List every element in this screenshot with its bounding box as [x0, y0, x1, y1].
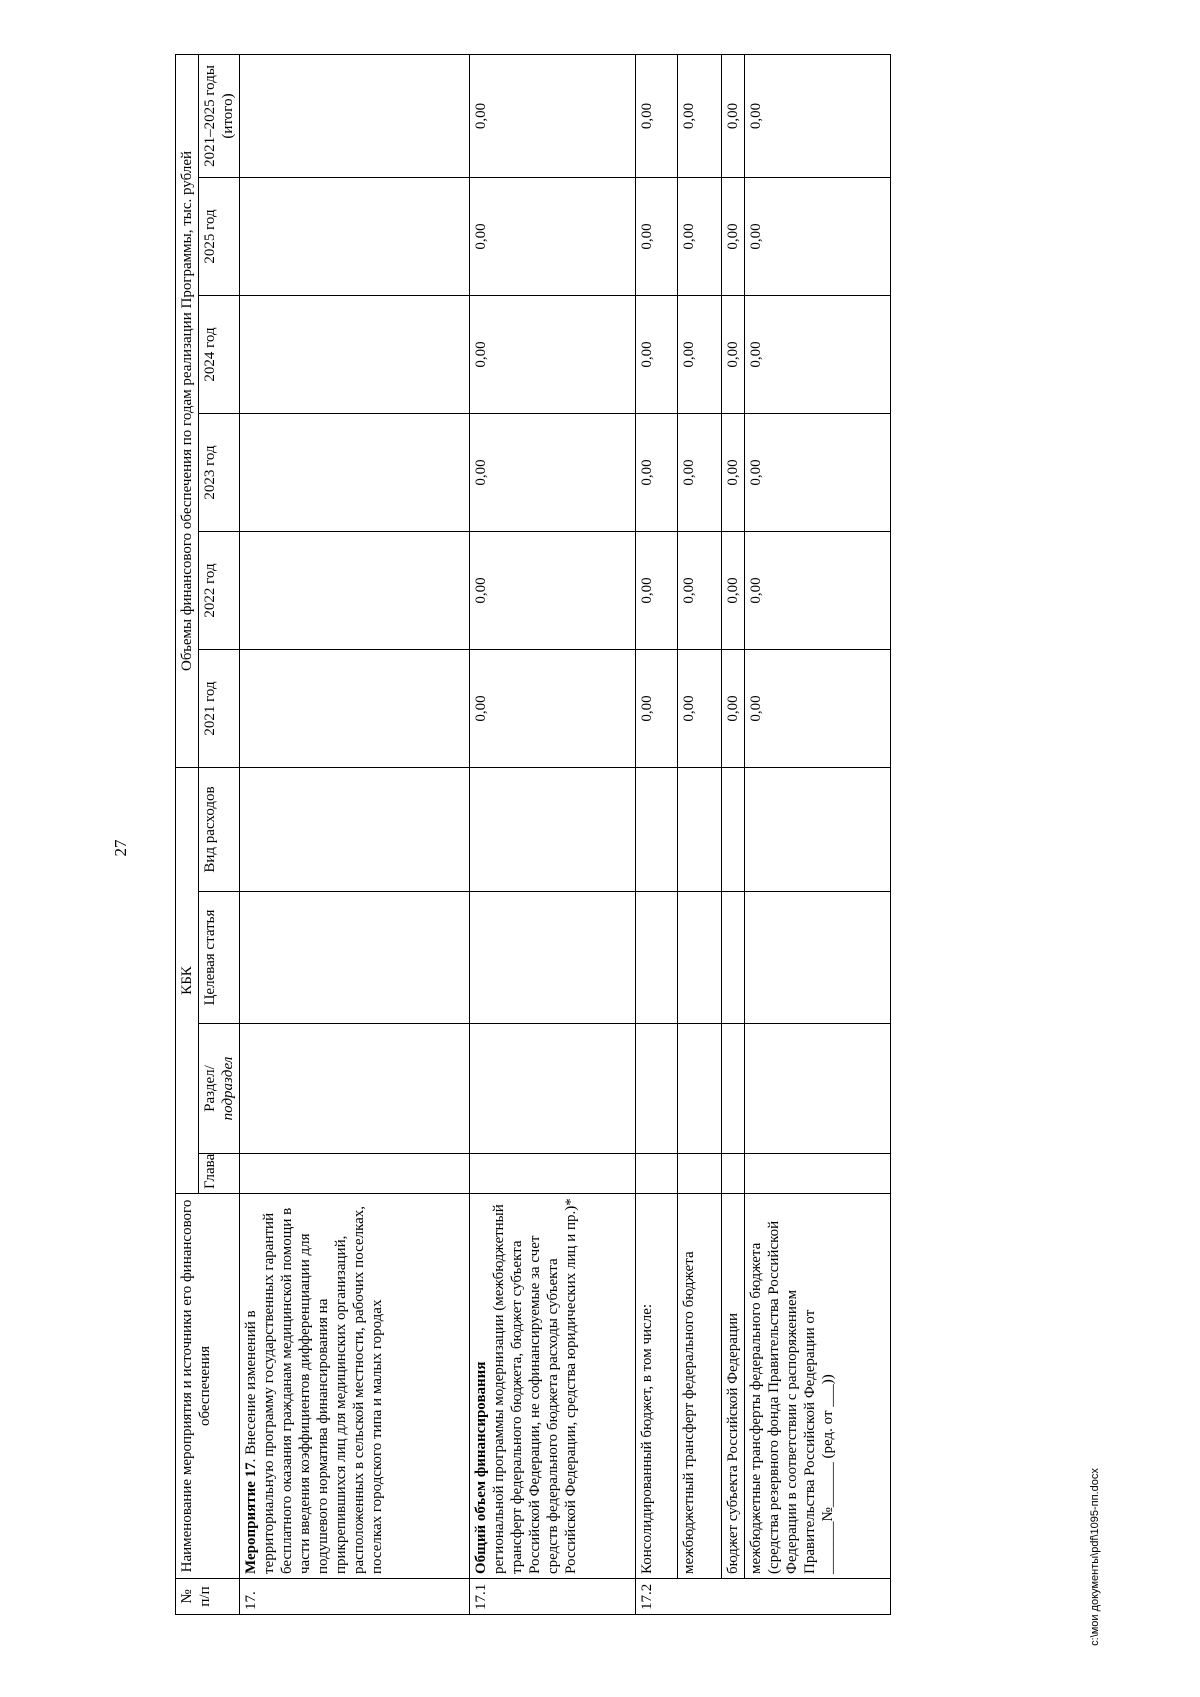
row-17-2-a-2024: 0,00: [678, 296, 722, 414]
row-17-2-b-name: бюджет субъекта Российской Федерации: [722, 1194, 745, 1579]
row-17-2-c-razdel: [745, 1024, 891, 1154]
row-17-2-b-num: [722, 1579, 745, 1615]
row-17-2-a-vid: [678, 768, 722, 892]
row-17-2-a-name: межбюджетный трансферт федерального бюджета: [678, 1194, 722, 1579]
row-17-2024: [240, 296, 470, 414]
row-17-1-razdel: [470, 1024, 636, 1154]
row-17-1-2023: 0,00: [470, 414, 636, 532]
row-17-2-a-celevaya: [678, 892, 722, 1024]
row-17-2-a-2022: 0,00: [678, 532, 722, 650]
row-17-2-b-razdel: [722, 1024, 745, 1154]
row-17-1-name-text: региональной программы модернизации (межбюджетный трансферт федерального бюджета, бюджет субъекта Российской Федерации, не софинансируемые за счет средств федерального бюджета расходы субъекта Российской Федерации, средства юридических лиц и пр.)*: [491, 1198, 579, 1574]
row-17-2-2024: 0,00: [636, 296, 678, 414]
row-17-2-vid: [636, 768, 678, 892]
row-17-2-2021: 0,00: [636, 650, 678, 768]
row-17-1-name: [470, 1194, 636, 1579]
row-17-2-a-2021: 0,00: [678, 650, 722, 768]
row-17-2-c-2023: 0,00: [745, 414, 891, 532]
header-razdel: [199, 1024, 240, 1154]
row-17-2021: [240, 650, 470, 768]
row-17-2-b-2025: 0,00: [722, 178, 745, 296]
header-volumes: Объемы финансового обеспечения по годам реализации Программы, тыс. рублей: [176, 54, 199, 767]
row-17-razdel: [240, 1024, 470, 1154]
table-row-17: [240, 54, 470, 1614]
header-name: Наименование мероприятия и источники его финансового обеспечения: [176, 1194, 240, 1579]
header-2023: 2023 год: [199, 414, 240, 532]
header-2022: 2022 год: [199, 532, 240, 650]
row-17-2-b-2023: 0,00: [722, 414, 745, 532]
row-17-2023: [240, 414, 470, 532]
row-17-2-b-celevaya: [722, 892, 745, 1024]
row-17-2-celevaya: [636, 892, 678, 1024]
row-17-2-b-total: 0,00: [722, 54, 745, 177]
row-17-num: 17.: [240, 1579, 470, 1615]
row-17-2-a-num: [678, 1579, 722, 1615]
header-razdel-label: Раздел/: [202, 1065, 218, 1112]
row-17-2022: [240, 532, 470, 650]
row-17-2-b-glava: [722, 1154, 745, 1194]
row-17-total: [240, 54, 470, 177]
row-17-1-2025: 0,00: [470, 178, 636, 296]
row-17-2-c-2025: 0,00: [745, 178, 891, 296]
header-celevaya: Целевая статья: [199, 892, 240, 1024]
header-2025: 2025 год: [199, 178, 240, 296]
row-17-1-vid: [470, 768, 636, 892]
table-row-17-2: [636, 54, 678, 1614]
row-17-2-c-celevaya: [745, 892, 891, 1024]
row-17-2025: [240, 178, 470, 296]
row-17-2-total: 0,00: [636, 54, 678, 177]
row-17-2-c-glava: [745, 1154, 891, 1194]
row-17-2-a-glava: [678, 1154, 722, 1194]
row-17-2-c-2024: 0,00: [745, 296, 891, 414]
row-17-2-razdel: [636, 1024, 678, 1154]
row-17-glava: [240, 1154, 470, 1194]
row-17-2-c-2022: 0,00: [745, 532, 891, 650]
rotated-table-container: [175, 55, 1030, 1615]
row-17-2-c-vid: [745, 768, 891, 892]
row-17-name-text: . Внесение изменений в территориальную программу государственных гарантий бесплатного оказания гражданам медицинской помощи в части введения коэффициентов дифференциации для подушевого норматива финансирования на прикрепившихся лиц для медицинских организаций, расположенных в сельской местности, рабочих поселках, поселках городского типа и малых городах: [243, 1205, 385, 1574]
header-num: № п/п: [176, 1579, 240, 1615]
row-17-name-bold: Мероприятие 17: [243, 1462, 259, 1574]
row-17-2-c-2021: 0,00: [745, 650, 891, 768]
header-glava: Глава: [199, 1154, 240, 1194]
row-17-2-b-vid: [722, 768, 745, 892]
row-17-1-name-bold: Общий объем финансирования: [473, 1361, 489, 1574]
row-17-2-2025: 0,00: [636, 178, 678, 296]
row-17-2-b-2021: 0,00: [722, 650, 745, 768]
row-17-1-celevaya: [470, 892, 636, 1024]
row-17-2-b-2022: 0,00: [722, 532, 745, 650]
row-17-2-a-2025: 0,00: [678, 178, 722, 296]
row-17-1-total: 0,00: [470, 54, 636, 177]
row-17-1-2022: 0,00: [470, 532, 636, 650]
header-total: 2021–2025 годы (итого): [199, 54, 240, 177]
row-17-2-2023: 0,00: [636, 414, 678, 532]
row-17-2-glava: [636, 1154, 678, 1194]
header-2024: 2024 год: [199, 296, 240, 414]
program-financing-table: [175, 54, 891, 1615]
row-17-vid: [240, 768, 470, 892]
row-17-2-a-2023: 0,00: [678, 414, 722, 532]
row-17-1-glava: [470, 1154, 636, 1194]
row-17-1-2021: 0,00: [470, 650, 636, 768]
table-row-17-1: [470, 54, 636, 1614]
row-17-2-c-num: [745, 1579, 891, 1615]
header-podrazdel-label: подраздел: [220, 1056, 236, 1121]
row-17-2-c-total: 0,00: [745, 54, 891, 177]
row-17-2-name: Консолидированный бюджет, в том числе:: [636, 1194, 678, 1579]
footer-file-path: c:\мои документы\pdf\1095-пп.docx: [1089, 1468, 1101, 1646]
row-17-2-num: 17.2: [636, 1579, 678, 1615]
header-row-1: [176, 54, 199, 1614]
row-17-celevaya: [240, 892, 470, 1024]
row-17-2-a-razdel: [678, 1024, 722, 1154]
header-kbk: КБК: [176, 768, 199, 1194]
row-17-2-c-name: межбюджетные трансферты федерального бюджета (средства резервного фонда Правительства Российской Федерации в соответствии с распоряжением Правительства Российской Федерации от _______№______ (ред. от ___)): [745, 1194, 891, 1579]
table-row-17-2-b: [722, 54, 745, 1614]
header-vid: Вид расходов: [199, 768, 240, 892]
row-17-2-b-2024: 0,00: [722, 296, 745, 414]
header-2021: 2021 год: [199, 650, 240, 768]
row-17-1-num: 17.1: [470, 1579, 636, 1615]
table-row-17-2-a: [678, 54, 722, 1614]
row-17-2-a-total: 0,00: [678, 54, 722, 177]
row-17-1-2024: 0,00: [470, 296, 636, 414]
row-17-2-2022: 0,00: [636, 532, 678, 650]
table-row-17-2-c: [745, 54, 891, 1614]
page-number: 27: [111, 839, 130, 857]
row-17-name: [240, 1194, 470, 1579]
